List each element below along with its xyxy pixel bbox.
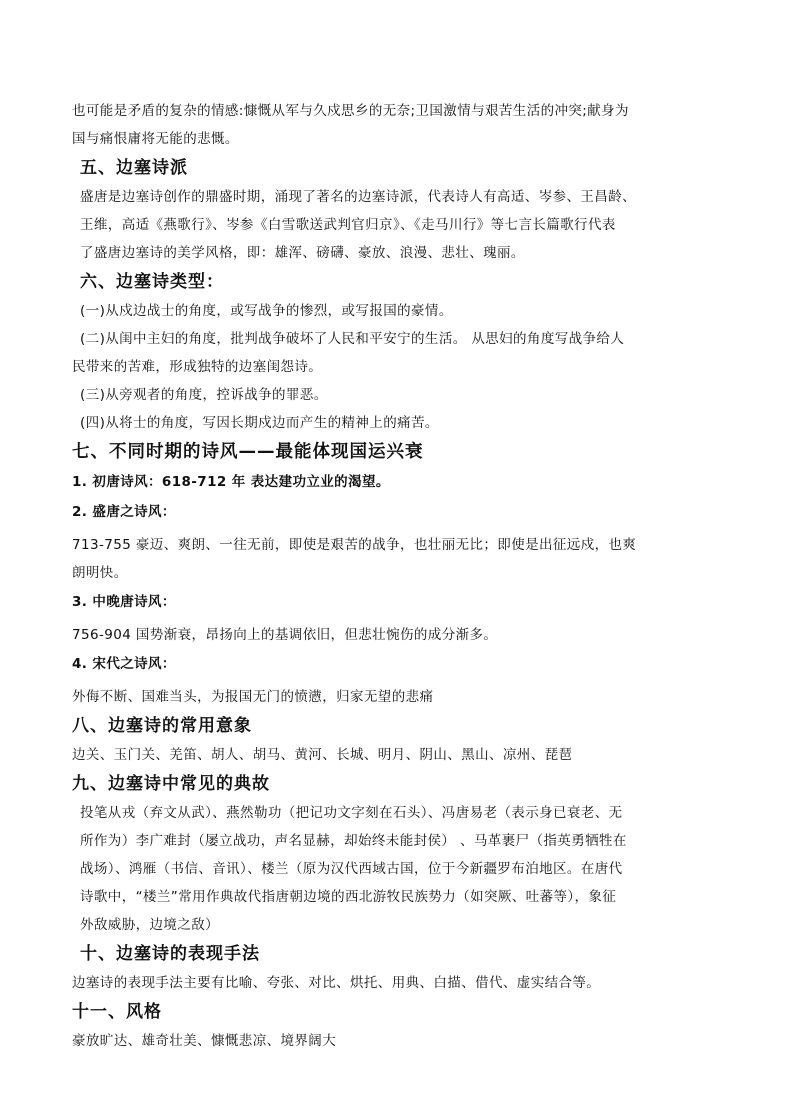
section-7-item-3-line: 756-904 国势渐衰，昂扬向上的基调依旧，但悲壮惋伤的成分渐多。 [72, 627, 498, 643]
section-5-line: 了盛唐边塞诗的美学风格，即：雄浑、磅礴、豪放、浪漫、悲壮、瑰丽。 [80, 245, 525, 261]
section-8-heading: 八、边塞诗的常用意象 [72, 716, 252, 736]
section-6-line: 民带来的苦难，形成独特的边塞闺怨诗。 [72, 359, 323, 375]
section-7-item-1: 1. 初唐诗风：618-712 年 表达建功立业的渴望。 [72, 474, 390, 490]
section-11-line: 豪放旷达、雄奇壮美、慷慨悲凉、境界阔大 [72, 1033, 337, 1049]
section-9-line: 投笔从戎（弃文从武）、燕然勒功（把记功文字刻在石头）、冯唐易老（表示身已衰老、无 [80, 805, 623, 821]
section-5-heading: 五、边塞诗派 [80, 158, 188, 178]
section-11-heading: 十一、风格 [72, 1002, 162, 1022]
section-9-heading: 九、边塞诗中常见的典故 [72, 774, 270, 794]
section-9-line: 外敌威胁，边境之敌） [80, 917, 219, 933]
section-8-line: 边关、玉门关、羌笛、胡人、胡马、黄河、长城、明月、阴山、黑山、凉州、琵琶 [72, 747, 573, 763]
section-7-item-2-line: 713-755 豪迈、爽朗、一往无前，即使是艰苦的战争，也壮丽无比；即使是出征远戍，也爽 [72, 537, 637, 553]
section-5-line: 盛唐是边塞诗创作的鼎盛时期，涌现了著名的边塞诗派，代表诗人有高适、岑参、王昌龄、 [80, 189, 636, 205]
section-6-line: (二)从闺中主妇的角度，批判战争破坏了人民和平安宁的生活。 从思妇的角度写战争给人 [80, 331, 625, 347]
section-10-heading: 十、边塞诗的表现手法 [80, 944, 260, 964]
section-5-line: 王维，高适《燕歌行》、岑参《白雪歌送武判官归京》、《走马川行》等七言长篇歌行代表 [80, 217, 616, 233]
section-9-line: 所作为）李广难封（屡立战功，声名显赫，却始终未能封侯） 、马革裹尸（指英勇牺牲在 [80, 833, 627, 849]
section-7-item-3-title: 3. 中晚唐诗风： [72, 594, 176, 610]
section-7-item-4-line: 外侮不断、国难当头，为报国无门的愤懑，归家无望的悲痛 [72, 689, 434, 705]
section-10-line: 边塞诗的表现手法主要有比喻、夸张、对比、烘托、用典、白描、借代、虚实结合等。 [72, 975, 601, 991]
document-page [72, 97, 722, 1055]
intro-line-2: 国与痛恨庸将无能的悲慨。 [72, 131, 239, 147]
section-6-line: (三)从旁观者的角度，控诉战争的罪恶。 [80, 387, 328, 403]
section-6-line: (一)从戍边战士的角度，或写战争的惨烈，或写报国的豪情。 [80, 303, 453, 319]
intro-line-1: 也可能是矛盾的复杂的情感:慷慨从军与久戍思乡的无奈;卫国激情与艰苦生活的冲突;献身为 [72, 103, 629, 119]
section-9-line: 战场）、鸿雁（书信、音讯）、楼兰（原为汉代西域古国，位于今新疆罗布泊地区。在唐代 [80, 861, 623, 877]
section-7-item-2-line: 朗明快。 [72, 565, 128, 581]
section-6-line: (四)从将士的角度，写因长期戍边而产生的精神上的痛苦。 [80, 415, 439, 431]
section-7-item-2-title: 2. 盛唐之诗风： [72, 504, 176, 520]
section-6-heading: 六、边塞诗类型： [80, 272, 224, 292]
section-9-line: 诗歌中，“楼兰”常用作典故代指唐朝边境的西北游牧民族势力（如突厥、吐蕃等），象征 [80, 889, 617, 905]
section-7-heading: 七、不同时期的诗风——最能体现国运兴衰 [72, 442, 424, 462]
section-7-item-4-title: 4. 宋代之诗风： [72, 656, 176, 672]
